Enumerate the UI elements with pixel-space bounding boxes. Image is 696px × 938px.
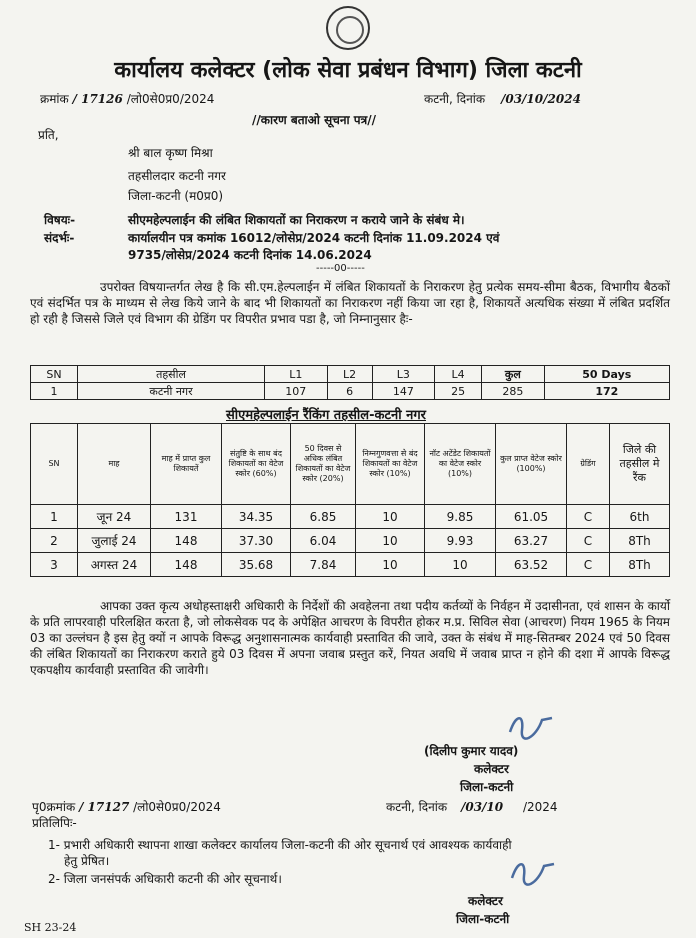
place-date-label: कटनी, दिनांक — [424, 92, 486, 106]
addressee-designation: तहसीलदार कटनी नगर — [128, 169, 226, 183]
table-cell: C — [567, 505, 610, 529]
date-handwritten: /03/10/2024 — [500, 92, 581, 106]
copy-item-2: 2- जिला जनसंपर्क अधिकारी कटनी की ओर सूचनार्थ। — [48, 872, 282, 886]
table-cell: 147 — [372, 383, 435, 400]
table-row — [31, 529, 670, 553]
table-cell: 9.93 — [425, 529, 496, 553]
table-row — [31, 505, 670, 529]
table-cell: 2 — [31, 529, 78, 553]
ranking-table-header — [31, 424, 670, 505]
table-cell: जुलाई 24 — [78, 529, 151, 553]
endorsement-place-date-label: कटनी, दिनांक — [386, 800, 448, 814]
table-row — [31, 553, 670, 577]
table-cell: 131 — [151, 505, 222, 529]
table-row — [31, 383, 670, 400]
copy-item-1: 1- प्रभारी अधिकारी स्थापना शाखा कलेक्टर कार्यालय जिला-कटनी की ओर सूचनार्थ एवं आवश्यक कार्यवाही — [48, 838, 512, 852]
table-cell: 63.52 — [496, 553, 567, 577]
signatory-designation: कलेक्टर — [474, 762, 509, 776]
copy-label: प्रतिलिपिः- — [32, 816, 77, 830]
header-cell: SN — [31, 424, 78, 505]
table-cell: 10 — [356, 529, 425, 553]
table-cell: कटनी नगर — [78, 383, 265, 400]
header-cell: ग्रेडिंग — [567, 424, 610, 505]
reference-line-1: कार्यालयीन पत्र कमांक 16012/लोसेप्र/2024 कटनी दिनांक 11.09.2024 एवं — [128, 231, 500, 245]
table-cell: 148 — [151, 553, 222, 577]
notice-title: //कारण बताओ सूचना पत्र// — [252, 113, 376, 127]
table-cell: C — [567, 553, 610, 577]
header-cell: तहसील — [78, 366, 265, 383]
header-cell: L4 — [435, 366, 482, 383]
table-cell: 61.05 — [496, 505, 567, 529]
signatory-designation-2: कलेक्टर — [468, 894, 503, 908]
footer-code: SH 23-24 — [24, 921, 77, 934]
summary-table — [30, 365, 670, 400]
ref-suffix: /लो0से0प्र0/2024 — [126, 92, 215, 106]
table-cell: 6.04 — [291, 529, 356, 553]
header-cell: संतुष्टि के साथ बंद शिकायतों का वेटेज स्कोर (60%) — [222, 424, 291, 505]
header-cell: L2 — [327, 366, 372, 383]
copy-item-1-continued: हेतु प्रेषित। — [64, 854, 110, 868]
office-title: कार्यालय कलेक्टर (लोक सेवा प्रबंधन विभाग) जिला कटनी — [114, 58, 582, 83]
table-cell: 10 — [425, 553, 496, 577]
separator: -----00----- — [316, 263, 365, 274]
ranking-table-title: सीएमहेल्पलाईन रैंकिंग तहसील-कटनी नगर — [226, 408, 426, 423]
ref-number-handwritten: / 17126 — [72, 92, 123, 106]
endorsement-date-handwritten: /03/10 — [460, 800, 504, 814]
header-cell: 50 दिवस से अधिक लंबित शिकायतों का वेटेज स्कोर (20%) — [291, 424, 356, 505]
table-cell: 148 — [151, 529, 222, 553]
reference-label: संदर्भः- — [44, 231, 75, 245]
table-cell: 8Th — [610, 529, 670, 553]
header-cell: L3 — [372, 366, 435, 383]
endorsement-ref-handwritten: / 17127 — [79, 800, 130, 814]
endorsement-reference — [32, 798, 221, 815]
letter-reference — [40, 90, 214, 107]
table-cell: 37.30 — [222, 529, 291, 553]
government-seal-logo — [326, 6, 370, 50]
letter-date — [424, 90, 581, 107]
table-cell: 3 — [31, 553, 78, 577]
signatory-name: (दिलीप कुमार यादव) — [424, 744, 519, 758]
addressee-name: श्री बाल कृष्ण मिश्रा — [128, 146, 213, 160]
header-cell: जिले की तहसील मे रैंक — [610, 424, 670, 505]
table-cell: 63.27 — [496, 529, 567, 553]
table-cell: 1 — [31, 383, 78, 400]
header-cell: SN — [31, 366, 78, 383]
endorsement-ref-prefix: पृ0क्रमांक — [32, 800, 76, 814]
table-cell: 285 — [482, 383, 545, 400]
table-cell: 6 — [327, 383, 372, 400]
addressee-district: जिला-कटनी (म0प्र0) — [128, 189, 224, 203]
header-cell: L1 — [265, 366, 328, 383]
body-paragraph-1: उपरोक्त विषयान्तर्गत लेख है कि सी.एम.हेल्पलाईन में लंबित शिकायतों के निराकरण हेतु प्रत्येक समय-सीमा बैठक, विभागीय बैठकों एवं संदर्भित पत्र के माध्यम से लेख किये जाने के बाद भी शिकायतों का निराकरण नहीं किया जा रहा है, शिकायतें अत्यधिक संख्या में लंबित प्रदर्शित हो रही है जिससे जिले एवं विभाग की ग्रेडिंग पर विपरीत प्रभाव पडा है, जो निम्नानुसार हैः- — [30, 280, 670, 326]
subject-label: विषयः- — [44, 213, 76, 227]
table-cell: 6.85 — [291, 505, 356, 529]
table-cell: 7.84 — [291, 553, 356, 577]
body-paragraph-2: आपका उक्त कृत्य अधोहस्ताक्षरी अधिकारी के निर्देशों की अवहेलना तथा पदीय कर्तव्यों के निर्वहन में उदासीनता, एवं शासन के कार्यो के प्रति लापरवाही परिलक्षित करता है, जो लोकसेवक पद के अपेक्षित आचरण के विपरीत होकर म.प्र. सिविल सेवा (आचरण) नियम 1965 के नियम 03 का उल्लंघन है इस हेतु क्यों न आपके विरूद्ध अनुशासनात्मक कार्यवाही प्रस्तावित की जावे, उक्त के संबंध में माह-सितम्बर 2024 एवं 50 दिवस की लंबित शिकायतों का निराकरण कराते हुये 03 दिवस में अपना जवाब प्रस्तुत करें, नियत अवधि में जवाब प्राप्त न होने की दशा में आपके विरूद्ध एकपक्षीय कार्यवाही प्रस्तावित की जावेगी। — [30, 599, 670, 677]
table-cell: 10 — [356, 505, 425, 529]
addressee-prati: प्रति, — [38, 128, 59, 142]
header-cell: निम्नगुणवत्ता से बंद शिकायतों का वेटेज स्कोर (10%) — [356, 424, 425, 505]
table-cell: अगस्त 24 — [78, 553, 151, 577]
table-cell: 8Th — [610, 553, 670, 577]
table-cell: 172 — [544, 383, 669, 400]
header-cell: कुल प्राप्त वेटेज स्कोर (100%) — [496, 424, 567, 505]
endorsement-year: /2024 — [522, 800, 558, 814]
table-cell: C — [567, 529, 610, 553]
header-cell: 50 Days — [544, 366, 669, 383]
table-cell: 34.35 — [222, 505, 291, 529]
header-cell: माह में प्राप्त कुल शिकायतें — [151, 424, 222, 505]
table-cell: 6th — [610, 505, 670, 529]
ranking-table — [30, 423, 670, 577]
endorsement-date — [386, 798, 558, 815]
header-cell: नॉट अटेंडेट शिकायतों का वेटेज स्कोर (10%) — [425, 424, 496, 505]
table-cell: 35.68 — [222, 553, 291, 577]
signatory-district: जिला-कटनी — [460, 780, 514, 794]
header-cell: माह — [78, 424, 151, 505]
table-cell: 10 — [356, 553, 425, 577]
table-cell: 107 — [265, 383, 328, 400]
summary-table-header — [31, 366, 670, 383]
subject-text: सीएमहेल्पलाईन की लंबित शिकायतों का निराकरण न कराये जाने के संबंध मे। — [128, 213, 465, 227]
signature-icon — [508, 858, 558, 888]
table-cell: जून 24 — [78, 505, 151, 529]
reference-line-2: 9735/लोसेप्र/2024 कटनी दिनांक 14.06.2024 — [128, 248, 372, 262]
table-cell: 1 — [31, 505, 78, 529]
signatory-district-2: जिला-कटनी — [456, 912, 510, 926]
signature-icon — [506, 710, 556, 740]
ref-prefix: क्रमांक — [40, 92, 69, 106]
header-cell: कुल — [482, 366, 545, 383]
table-cell: 25 — [435, 383, 482, 400]
endorsement-ref-suffix: /लो0से0प्र0/2024 — [133, 800, 221, 814]
table-cell: 9.85 — [425, 505, 496, 529]
